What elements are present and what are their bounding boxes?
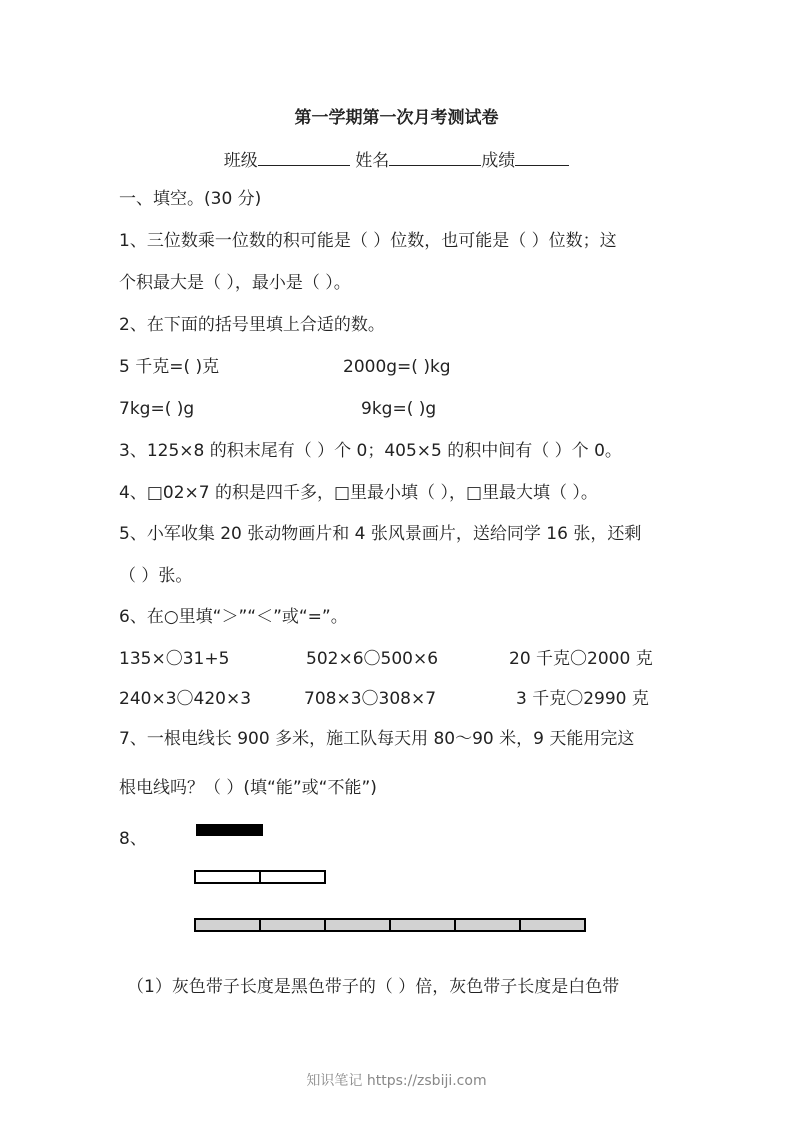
question-2-item-c: 7kg=( )g (119, 399, 195, 419)
gray-ribbon-segment (519, 918, 586, 932)
class-blank (258, 147, 350, 166)
black-ribbon (196, 824, 263, 836)
question-5-line-1: 5、小军收集 20 张动物画片和 4 张风景画片，送给同学 16 张，还剩 (119, 524, 642, 544)
compare-item: 3 千克〇2990 克 (516, 689, 649, 709)
question-7-line-1: 7、一根电线长 900 多米，施工队每天用 80～90 米，9 天能用完这 (119, 729, 635, 749)
compare-item: 20 千克〇2000 克 (509, 649, 653, 669)
gray-ribbon-segment (324, 918, 391, 932)
question-3: 3、125×8 的积末尾有（ ）个 0；405×5 的积中间有（ ）个 0。 (119, 441, 622, 461)
question-2: 2、在下面的括号里填上合适的数。 (119, 315, 385, 335)
gray-ribbon-segment (194, 918, 261, 932)
compare-item: 502×6〇500×6 (306, 649, 439, 669)
question-1-line-1: 1、三位数乘一位数的积可能是（ ）位数，也可能是（ ）位数；这 (119, 231, 617, 251)
name-blank (389, 147, 481, 166)
question-1-line-2: 个积最大是（ ），最小是（ ）。 (119, 273, 351, 293)
question-6: 6、在○里填“＞”“＜”或“=”。 (119, 607, 348, 627)
white-ribbon-segment (194, 870, 261, 884)
compare-item: 240×3〇420×3 (119, 689, 252, 709)
class-label: 班级 (223, 151, 258, 171)
question-4: 4、□02×7 的积是四千多，□里最小填（ ），□里最大填（ ）。 (119, 483, 598, 503)
footer-watermark: 知识笔记 https://zsbiji.com (306, 1073, 487, 1089)
name-label: 姓名 (355, 151, 390, 171)
compare-item: 708×3〇308×7 (304, 689, 437, 709)
question-2-item-b: 2000g=( )kg (343, 357, 451, 377)
section-heading: 一、填空。(30 分) (119, 189, 262, 209)
gray-ribbon-segment (454, 918, 521, 932)
question-7-line-2: 根电线吗？（ ）(填“能”或“不能”) (119, 778, 377, 798)
gray-ribbon-segment (259, 918, 326, 932)
question-8-label: 8、 (119, 829, 147, 849)
question-2-item-a: 5 千克=( )克 (119, 357, 220, 377)
question-5-line-2: （ ）张。 (119, 566, 193, 586)
compare-item: 135×〇31+5 (119, 649, 230, 669)
score-blank (515, 147, 569, 166)
score-label: 成绩 (481, 151, 516, 171)
white-ribbon-segment (259, 870, 326, 884)
gray-ribbon-segment (389, 918, 456, 932)
page-title: 第一学期第一次月考测试卷 (294, 108, 499, 128)
student-info-row (0, 147, 793, 173)
question-2-item-d: 9kg=( )g (361, 399, 437, 419)
question-8-sub-1: （1）灰色带子长度是黑色带子的（ ）倍，灰色带子长度是白色带 (127, 977, 620, 997)
